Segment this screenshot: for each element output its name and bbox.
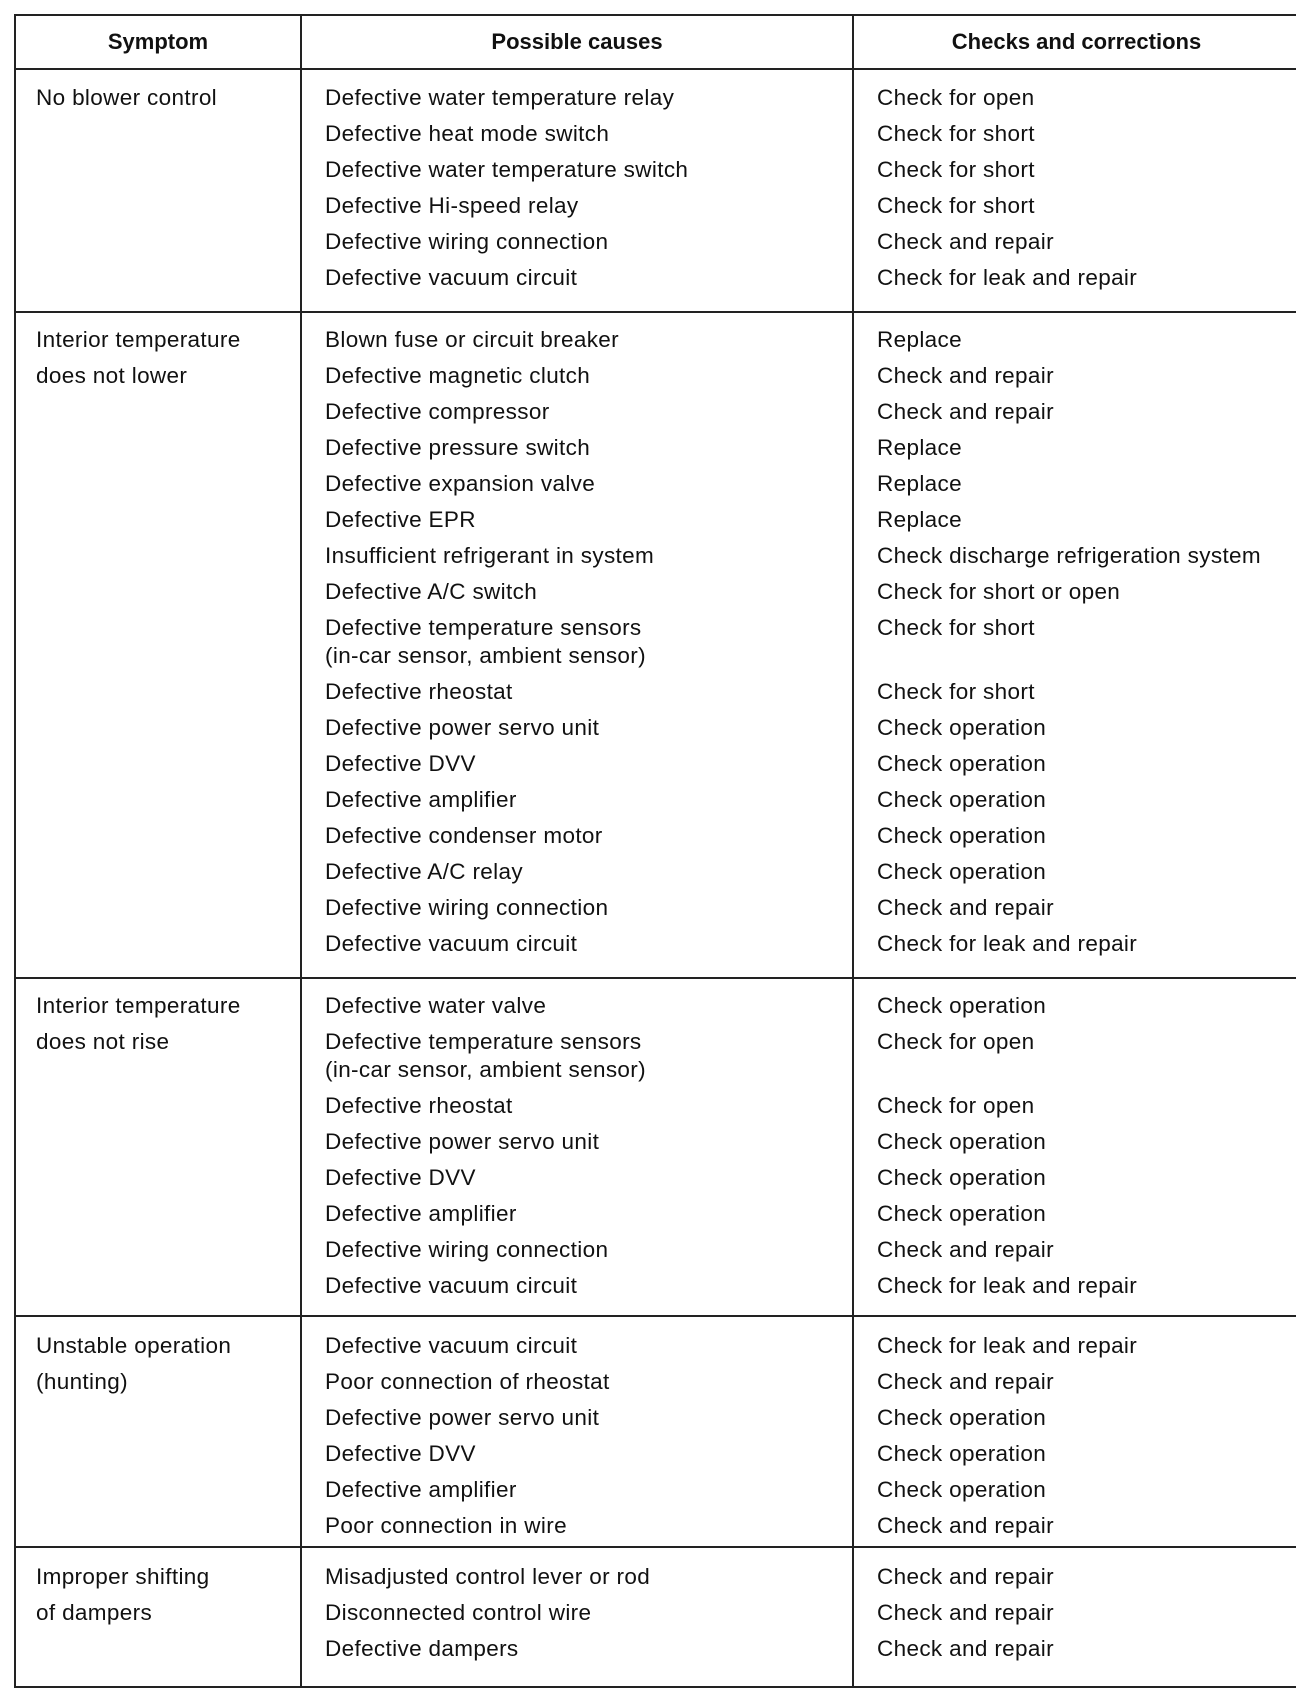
check-text: Check operation — [877, 1165, 1047, 1190]
cause-text: Blown fuse or circuit breaker — [325, 327, 620, 352]
cause-text: Defective power servo unit — [325, 1405, 600, 1430]
cause-text: Defective EPR — [325, 507, 476, 532]
cause-text: Defective Hi-speed relay — [325, 193, 579, 218]
symptom-text: Unstable operation — [36, 1333, 232, 1358]
check-text: Check for leak and repair — [877, 1273, 1138, 1298]
check-text-multiline — [877, 610, 1261, 674]
cause-text: Defective water temperature switch — [325, 157, 689, 182]
cause-text-multiline — [325, 1024, 646, 1088]
cause-text: Defective pressure switch — [325, 435, 591, 460]
check-text: Check for leak and repair — [877, 931, 1138, 956]
cause-text: Defective vacuum circuit — [325, 1333, 578, 1358]
cause-text: Defective amplifier — [325, 787, 517, 812]
check-text: Check for leak and repair — [877, 1333, 1138, 1358]
cause-text: Defective vacuum circuit — [325, 931, 578, 956]
header-divider — [16, 68, 1296, 70]
check-text: Check operation — [877, 859, 1047, 884]
check-text: Check and repair — [877, 1513, 1054, 1538]
check-text: Check operation — [877, 751, 1047, 776]
check-text: Check and repair — [877, 229, 1054, 254]
check-text: Check and repair — [877, 1369, 1054, 1394]
column-divider — [852, 16, 854, 1686]
check-text: Check for short — [877, 193, 1035, 218]
symptom-text: Improper shifting — [36, 1564, 210, 1589]
symptom-text: of dampers — [36, 1600, 153, 1625]
cause-text: Defective vacuum circuit — [325, 1273, 578, 1298]
check-text: Check for short or open — [877, 579, 1121, 604]
symptom-text: Interior temperature — [36, 327, 241, 352]
cause-text: Defective power servo unit — [325, 715, 600, 740]
check-text: Replace — [877, 327, 963, 352]
check-text: Check for open — [877, 1029, 1035, 1054]
check-text: Check operation — [877, 715, 1047, 740]
check-text: Check operation — [877, 1441, 1047, 1466]
cause-text: Poor connection of rheostat — [325, 1369, 610, 1394]
check-text: Check operation — [877, 1405, 1047, 1430]
cause-text: Defective wiring connection — [325, 1237, 609, 1262]
cause-text: Defective A/C switch — [325, 579, 538, 604]
cause-text: Defective vacuum circuit — [325, 265, 578, 290]
cause-text: Defective temperature sensors — [325, 1029, 642, 1054]
cause-text: (in-car sensor, ambient sensor) — [325, 643, 646, 668]
check-text: Check for leak and repair — [877, 265, 1138, 290]
troubleshooting-table — [14, 14, 1296, 1688]
check-text: Check and repair — [877, 1636, 1054, 1661]
check-text: Check and repair — [877, 399, 1054, 424]
cause-text: (in-car sensor, ambient sensor) — [325, 1057, 646, 1082]
check-text: Replace — [877, 435, 963, 460]
symptom-text: does not lower — [36, 363, 188, 388]
cause-text: Defective water temperature relay — [325, 85, 675, 110]
check-text: Check operation — [877, 993, 1047, 1018]
cause-text: Defective water valve — [325, 993, 547, 1018]
causes-cell — [325, 1559, 650, 1667]
checks-cell — [877, 1559, 1054, 1667]
header-possible-causes: Possible causes — [491, 29, 663, 54]
cause-text: Insufficient refrigerant in system — [325, 543, 655, 568]
cause-text: Defective dampers — [325, 1636, 519, 1661]
check-text: Check for short — [877, 615, 1035, 640]
check-text: Check operation — [877, 787, 1047, 812]
cause-text: Defective magnetic clutch — [325, 363, 591, 388]
check-text: Check and repair — [877, 895, 1054, 920]
symptom-cell — [36, 80, 217, 116]
check-text: Replace — [877, 507, 963, 532]
group-divider — [16, 977, 1296, 979]
cause-text: Defective wiring connection — [325, 895, 609, 920]
symptom-text: No blower control — [36, 85, 218, 110]
cause-text: Defective DVV — [325, 1441, 476, 1466]
check-text: Check operation — [877, 1477, 1047, 1502]
check-text: Check for short — [877, 157, 1035, 182]
causes-cell — [325, 322, 654, 962]
check-text: Check and repair — [877, 1600, 1054, 1625]
symptom-cell — [36, 1559, 210, 1631]
check-text: Check for short — [877, 679, 1035, 704]
symptom-text: does not rise — [36, 1029, 170, 1054]
check-text: Check for open — [877, 85, 1035, 110]
check-text: Replace — [877, 471, 963, 496]
check-text: Check discharge refrigeration system — [877, 543, 1262, 568]
check-text: Check and repair — [877, 1237, 1054, 1262]
check-text: Check and repair — [877, 363, 1054, 388]
symptom-cell — [36, 322, 241, 394]
cause-text: Defective expansion valve — [325, 471, 596, 496]
cause-text: Poor connection in wire — [325, 1513, 567, 1538]
cause-text: Defective temperature sensors — [325, 615, 642, 640]
symptom-cell — [36, 1328, 231, 1400]
cause-text: Defective heat mode switch — [325, 121, 610, 146]
column-divider — [300, 16, 302, 1686]
cause-text: Defective amplifier — [325, 1201, 517, 1226]
checks-cell — [877, 988, 1137, 1304]
checks-cell — [877, 80, 1137, 296]
header-symptom: Symptom — [107, 29, 209, 54]
checks-cell — [877, 1328, 1137, 1544]
cause-text: Defective rheostat — [325, 679, 513, 704]
group-divider — [16, 1546, 1296, 1548]
check-text: Check operation — [877, 1201, 1047, 1226]
group-divider — [16, 1315, 1296, 1317]
cause-text-multiline — [325, 610, 654, 674]
check-text: Check operation — [877, 823, 1047, 848]
symptom-cell — [36, 988, 241, 1060]
cause-text: Defective amplifier — [325, 1477, 517, 1502]
causes-cell — [325, 80, 688, 296]
cause-text: Defective wiring connection — [325, 229, 609, 254]
cause-text: Defective compressor — [325, 399, 550, 424]
group-divider — [16, 311, 1296, 313]
cause-text: Misadjusted control lever or rod — [325, 1564, 651, 1589]
cause-text: Disconnected control wire — [325, 1600, 592, 1625]
cause-text: Defective condenser motor — [325, 823, 603, 848]
cause-text: Defective rheostat — [325, 1093, 513, 1118]
symptom-text: Interior temperature — [36, 993, 241, 1018]
causes-cell — [325, 1328, 610, 1544]
check-text: Check for short — [877, 121, 1035, 146]
check-text: Check operation — [877, 1129, 1047, 1154]
causes-cell — [325, 988, 646, 1304]
cause-text: Defective A/C relay — [325, 859, 523, 884]
cause-text: Defective DVV — [325, 751, 476, 776]
symptom-text: (hunting) — [36, 1369, 128, 1394]
check-text: Check for open — [877, 1093, 1035, 1118]
check-text-multiline — [877, 1024, 1137, 1088]
cause-text: Defective DVV — [325, 1165, 476, 1190]
check-text: Check and repair — [877, 1564, 1054, 1589]
checks-cell — [877, 322, 1261, 962]
header-checks-corrections: Checks and corrections — [951, 29, 1202, 54]
cause-text: Defective power servo unit — [325, 1129, 600, 1154]
